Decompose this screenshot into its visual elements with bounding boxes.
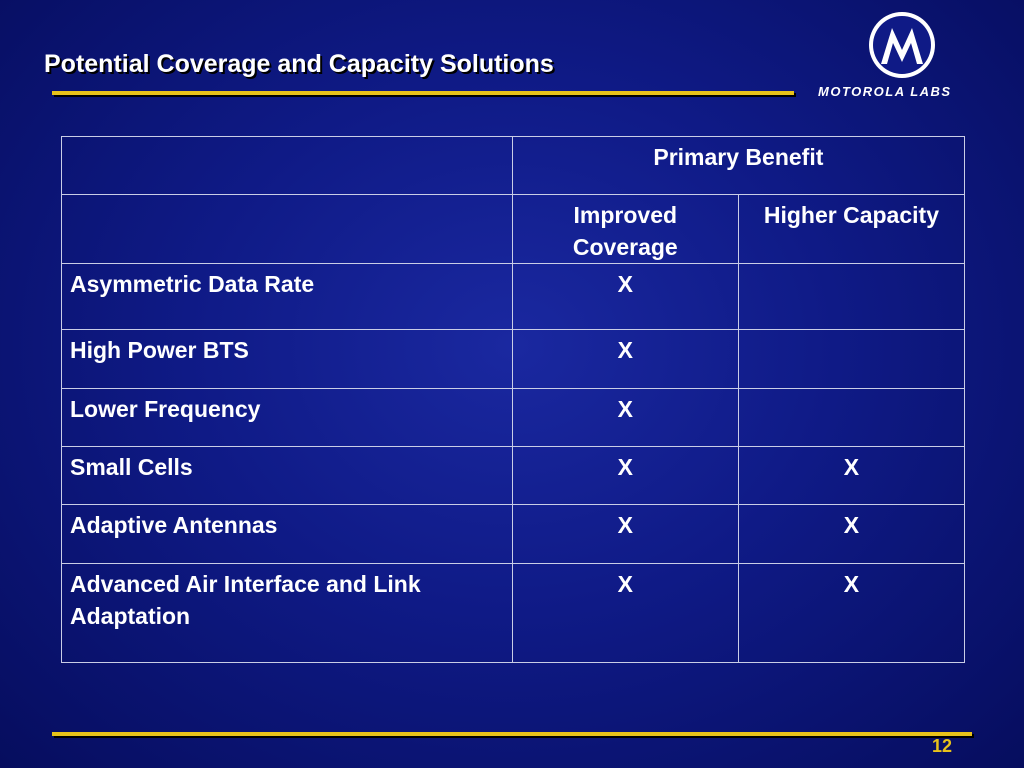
slide-title: Potential Coverage and Capacity Solutions — [44, 50, 554, 78]
row-label-highlighted: Adaptive Antennas — [62, 505, 513, 564]
table-row — [62, 330, 965, 389]
coverage-mark: X — [512, 505, 738, 564]
column-header-higher-capacity: Higher Capacity — [738, 195, 964, 264]
row-label: Small Cells — [62, 447, 513, 505]
table-row — [62, 505, 965, 564]
capacity-mark — [738, 330, 964, 389]
table-row — [62, 564, 965, 663]
table-row — [62, 389, 965, 447]
capacity-mark — [738, 264, 964, 330]
table-row — [62, 447, 965, 505]
capacity-mark: X — [738, 505, 964, 564]
brand-name: MOTOROLA LABS — [818, 84, 952, 99]
row-label: Lower Frequency — [62, 389, 513, 447]
table-row — [62, 264, 965, 330]
page-number: 12 — [931, 736, 952, 756]
column-header-improved-coverage: Improved Coverage — [512, 195, 738, 264]
row-label: Asymmetric Data Rate — [62, 264, 513, 330]
table-header-row — [62, 137, 965, 195]
table-subheader-row — [62, 195, 965, 264]
coverage-mark: X — [512, 447, 738, 505]
coverage-mark: X — [512, 389, 738, 447]
row-label-highlighted: Advanced Air Interface and Link Adaptation — [62, 564, 513, 663]
capacity-mark: X — [738, 564, 964, 663]
row-label: High Power BTS — [62, 330, 513, 389]
title-underline — [52, 91, 794, 95]
primary-benefit-header: Primary Benefit — [512, 137, 964, 195]
capacity-mark: X — [738, 447, 964, 505]
coverage-mark: X — [512, 564, 738, 663]
empty-header-cell — [62, 137, 513, 195]
coverage-mark: X — [512, 264, 738, 330]
footer-rule — [52, 732, 972, 736]
motorola-logo-icon — [867, 10, 937, 80]
coverage-mark: X — [512, 330, 738, 389]
solutions-table — [61, 136, 965, 663]
capacity-mark — [738, 389, 964, 447]
empty-subheader-cell — [62, 195, 513, 264]
